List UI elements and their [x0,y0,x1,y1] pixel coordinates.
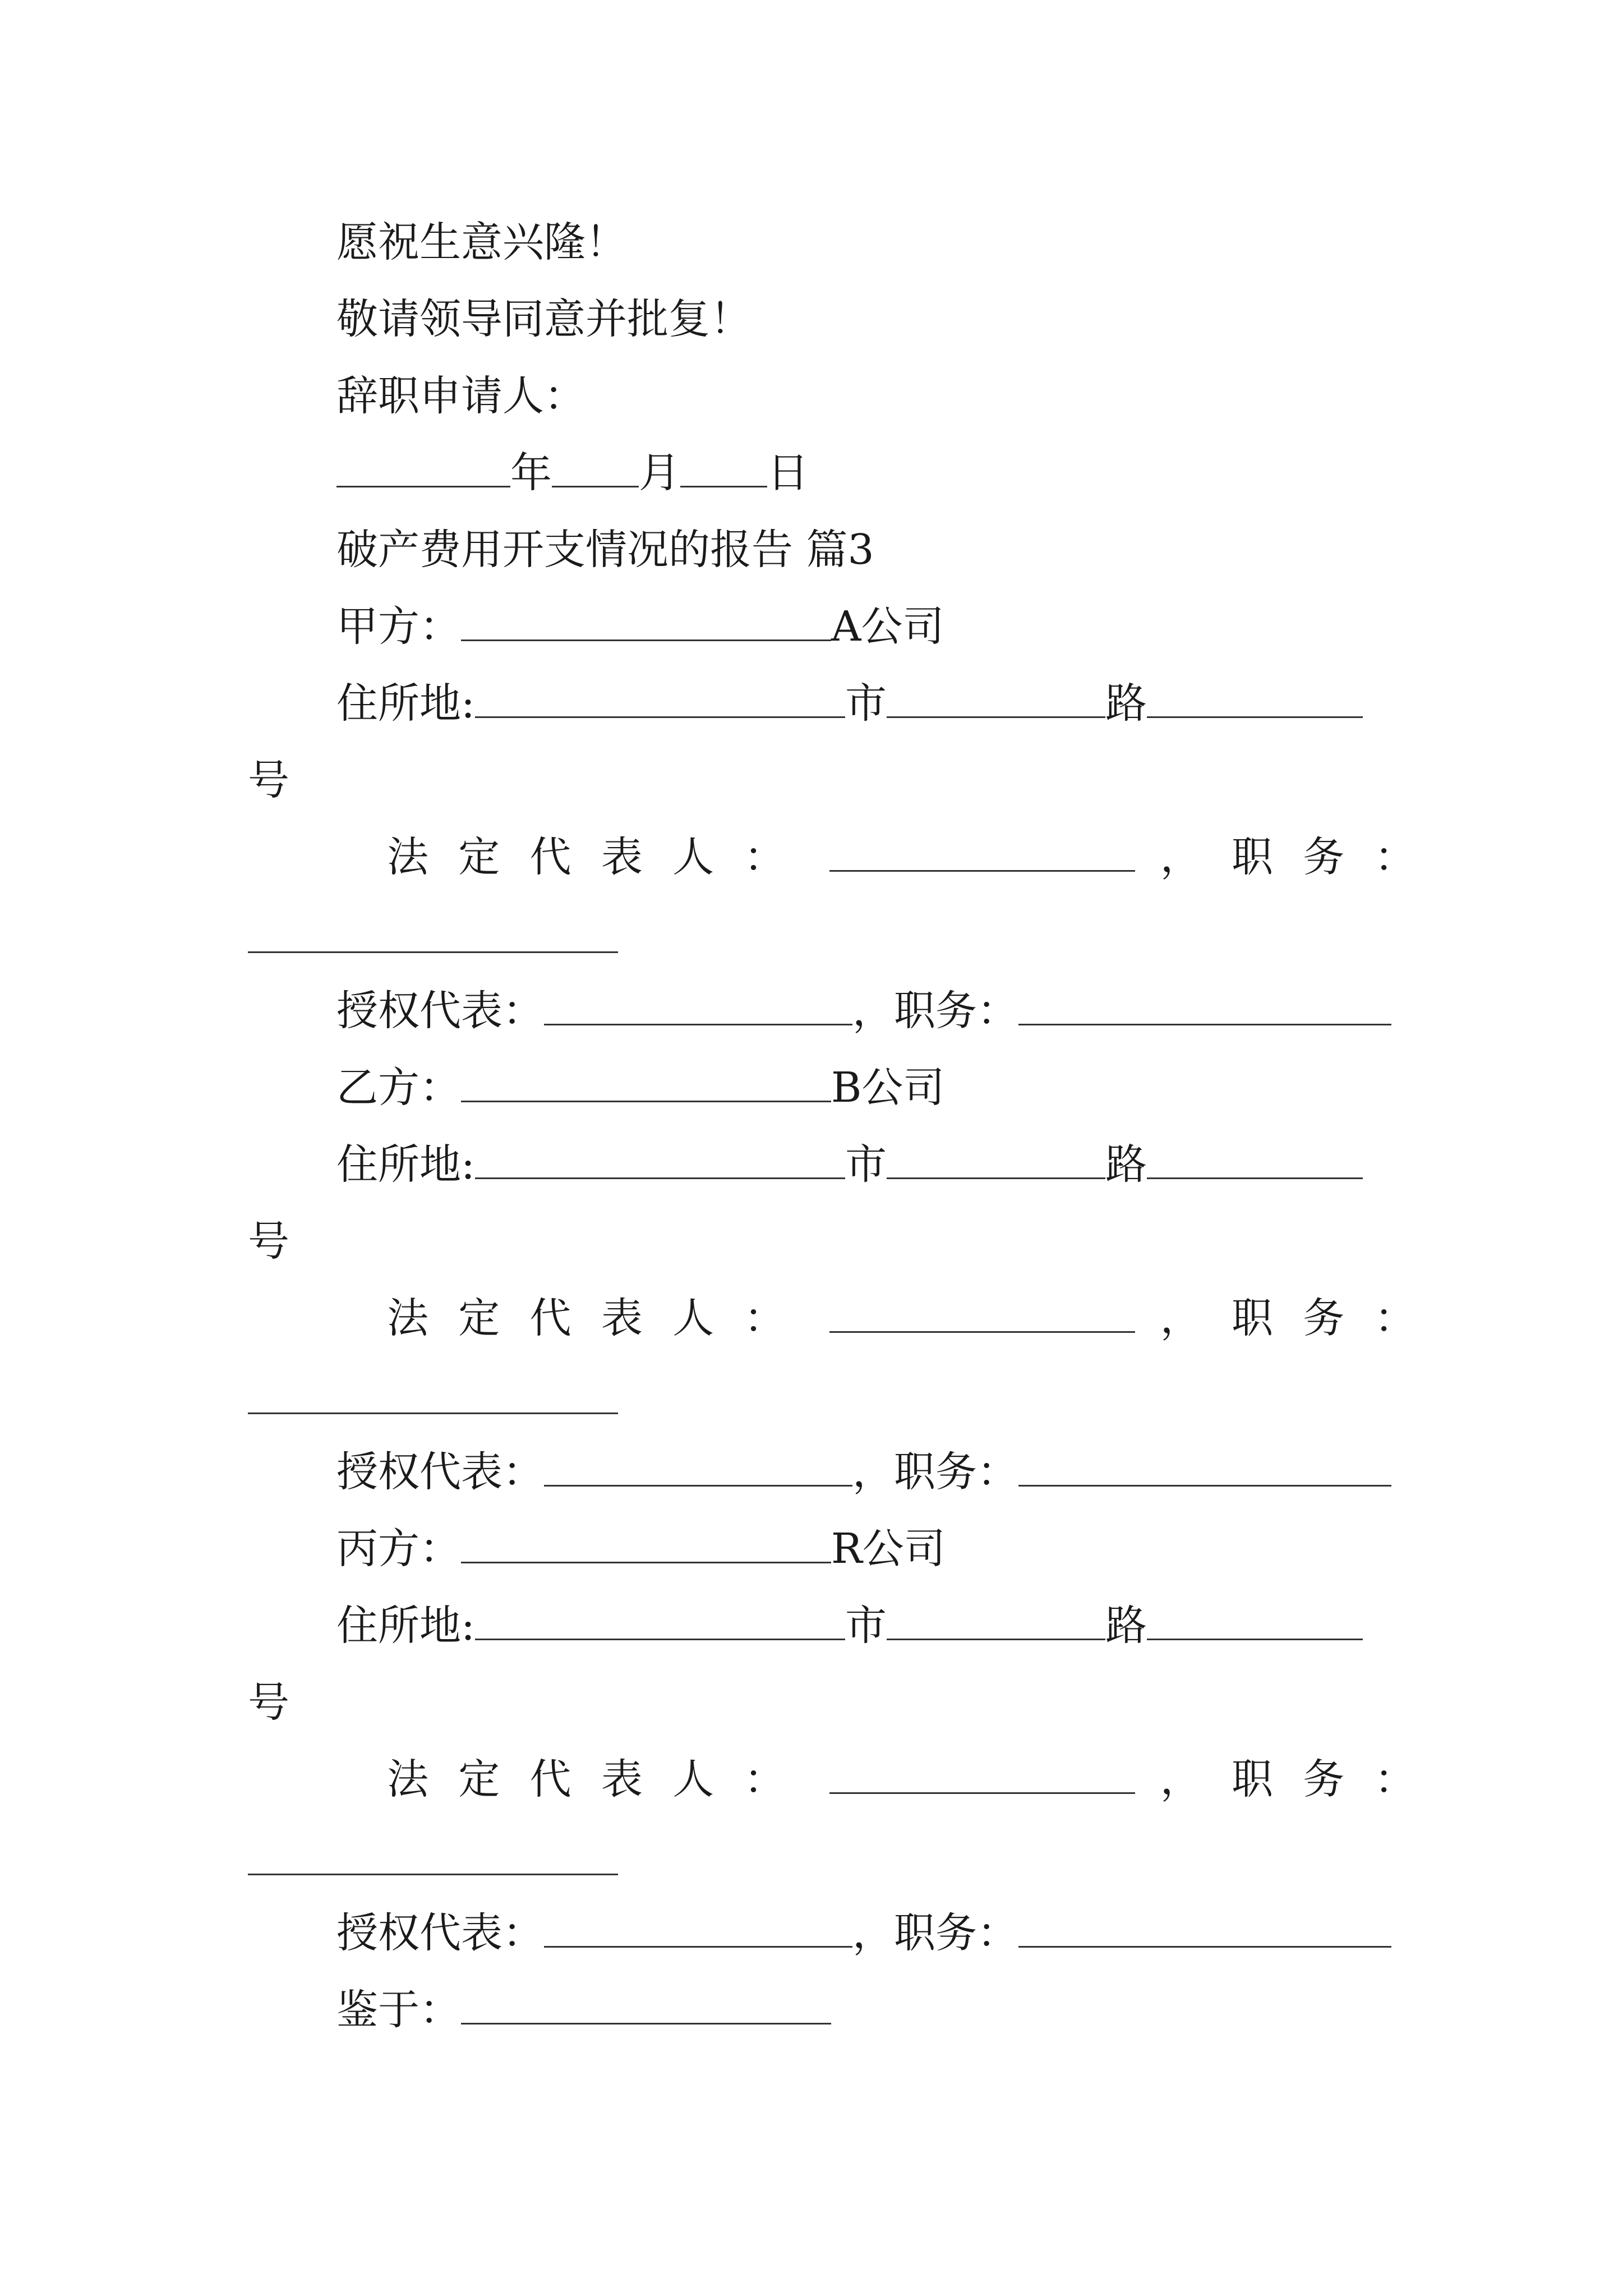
party-c-road-blank[interactable] [1147,1595,1363,1640]
section-title: 破产费用开支情况的报告 篇3 [336,526,874,574]
party-c-address: 住所地: 市 路 [336,1595,1363,1657]
party-c-legal-rep-blank[interactable] [829,1749,1135,1794]
applicant-line: 辞职申请人： [336,372,585,420]
party-a-address: 住所地: 市 路 [336,673,1363,734]
party-c-blank[interactable] [461,1518,831,1563]
party-b-address: 住所地: 市 路 [336,1134,1363,1195]
party-a-position-blank[interactable] [248,951,618,953]
party-b-position-blank[interactable] [248,1412,618,1414]
party-a-authorized-position-blank[interactable] [1018,980,1391,1025]
party-c-position-blank[interactable] [248,1874,618,1875]
whereas-line: 鉴于： [336,1979,831,2041]
party-b-line: 乙方： B公司 [336,1057,944,1119]
party-b-number: 号 [248,1217,289,1266]
party-b-city-blank[interactable] [887,1134,1105,1179]
party-c-authorized-rep: 授权代表： ，职务： [336,1902,1391,1964]
closing-wish: 愿祝生意兴隆！ [336,218,627,266]
party-b-legal-rep: 法定代表人： ，职务： [387,1287,1446,1349]
party-a-authorized-blank[interactable] [544,980,852,1025]
party-b-blank[interactable] [461,1057,831,1102]
day-blank[interactable] [680,442,767,487]
party-a-authorized-rep: 授权代表： ，职务： [336,980,1391,1042]
party-c-authorized-blank[interactable] [544,1902,852,1948]
party-b-legal-rep-blank[interactable] [829,1287,1135,1333]
party-c-address-blank[interactable] [475,1595,845,1640]
party-a-blank[interactable] [461,596,831,641]
whereas-blank[interactable] [461,1979,831,2024]
party-a-line: 甲方： A公司 [336,596,944,657]
party-c-legal-rep: 法定代表人： ，职务： [387,1749,1446,1810]
date-line: 年 月 日 [336,442,809,504]
party-b-authorized-blank[interactable] [544,1441,852,1487]
party-c-number: 号 [248,1678,289,1727]
party-b-address-blank[interactable] [475,1134,845,1179]
party-a-road-blank[interactable] [1147,673,1363,718]
party-a-legal-rep: 法定代表人： ，职务： [387,826,1446,888]
party-c-line: 丙方： R公司 [336,1518,946,1580]
party-c-city-blank[interactable] [887,1595,1105,1640]
party-c-authorized-position-blank[interactable] [1018,1902,1391,1948]
party-b-authorized-rep: 授权代表： ，职务： [336,1441,1391,1503]
party-a-city-blank[interactable] [887,673,1105,718]
party-a-address-blank[interactable] [475,673,845,718]
party-b-authorized-position-blank[interactable] [1018,1441,1391,1487]
party-a-legal-rep-blank[interactable] [829,826,1135,872]
year-blank[interactable] [336,442,510,487]
month-blank[interactable] [552,442,639,487]
party-b-road-blank[interactable] [1147,1134,1363,1179]
closing-request: 敬请领导同意并批复！ [336,295,751,343]
party-a-number: 号 [248,756,289,804]
